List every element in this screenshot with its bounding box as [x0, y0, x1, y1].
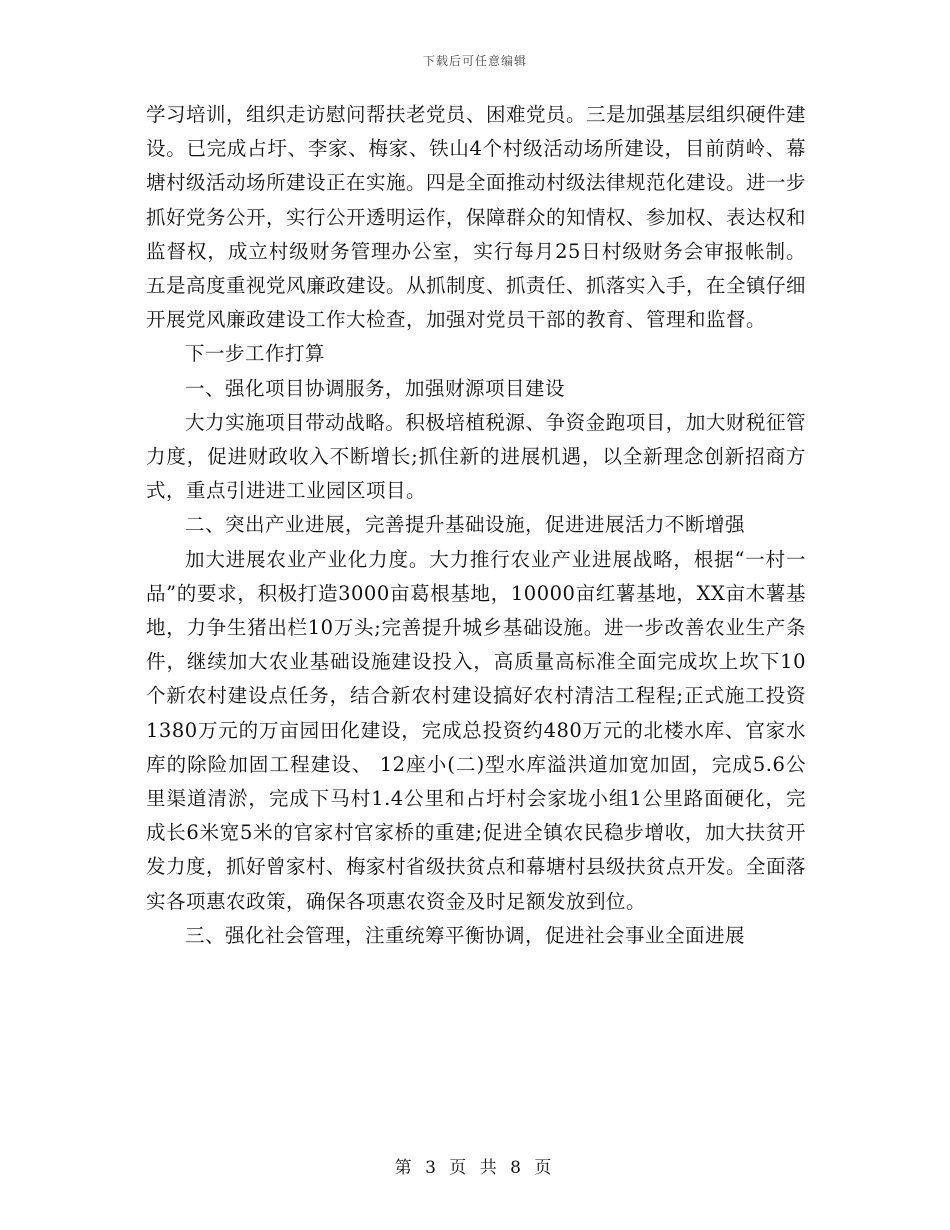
- section-heading-1: 一、强化项目协调服务，加强财源项目建设: [185, 376, 566, 400]
- paragraph-project-strategy: 大力实施项目带动战略。积极培植税源、争资金跑项目，加大财税征管力度，促进财政收入不断增长;抓住新的进展机遇，以全新理念创新招商方式，重点引进进工业园区项目。: [146, 410, 806, 503]
- document-body: [146, 98, 806, 953]
- page-header: 下载后可任意编辑: [422, 54, 527, 68]
- paragraph-agriculture: 加大进展农业产业化力度。大力推行农业产业进展战略，根据“一村一品”的要求，积极打造3000亩葛根基地，10000亩红薯基地，XX亩木薯基地，力争生猪出栏10万头;完善提升城乡基础设施。进一步改善农业生产条件，继续加大农业基础设施建设投入，高质量高标准全面完成坎上坎下10个新农村建设点任务，结合新农村建设搞好农村清洁工程程;正式施工投资1380万元的万亩园田化建设，完成总投资约480万元的北楼水库、官家水库的除险加固工程建设、 12座小(二)型水库溢洪道加宽加固，完成5.6公里渠道清淤，完成下马村1.4公里和占圩村会家垅小组1公里路面硬化，完成长6米宽5米的官家村官家桥的重建;促进全镇农民稳步增收，加大扶贫开发力度，抓好曾家村、梅家村省级扶贫点和幕塘村县级扶贫点开发。全面落实各项惠农政策，确保各项惠农资金及时足额发放到位。: [146, 547, 807, 913]
- page-footer: 第 3 页 共 8 页: [394, 1158, 556, 1178]
- section-heading-next-steps: 下一步工作打算: [185, 342, 326, 366]
- paragraph-continuation: 学习培训，组织走访慰问帮扶老党员、困难党员。三是加强基层组织硬件建设。已完成占圩、李家、梅家、铁山4个村级活动场所建设，目前荫岭、幕塘村级活动场所建设正在实施。四是全面推动村级法律规范化建设。进一步抓好党务公开，实行公开透明运作，保障群众的知情权、参加权、表达权和监督权，成立村级财务管理办公室，实行每月25日村级财务会审报帐制。五是高度重视党风廉政建设。从抓制度、抓责任、抓落实入手，在全镇仔细开展党风廉政建设工作大检查，加强对党员干部的教育、管理和监督。: [146, 103, 807, 332]
- section-heading-2: 二、突出产业进展，完善提升基础设施，促进进展活力不断增强: [185, 513, 746, 537]
- section-heading-3: 三、强化社会管理，注重统筹平衡协调，促进社会事业全面进展: [185, 923, 746, 947]
